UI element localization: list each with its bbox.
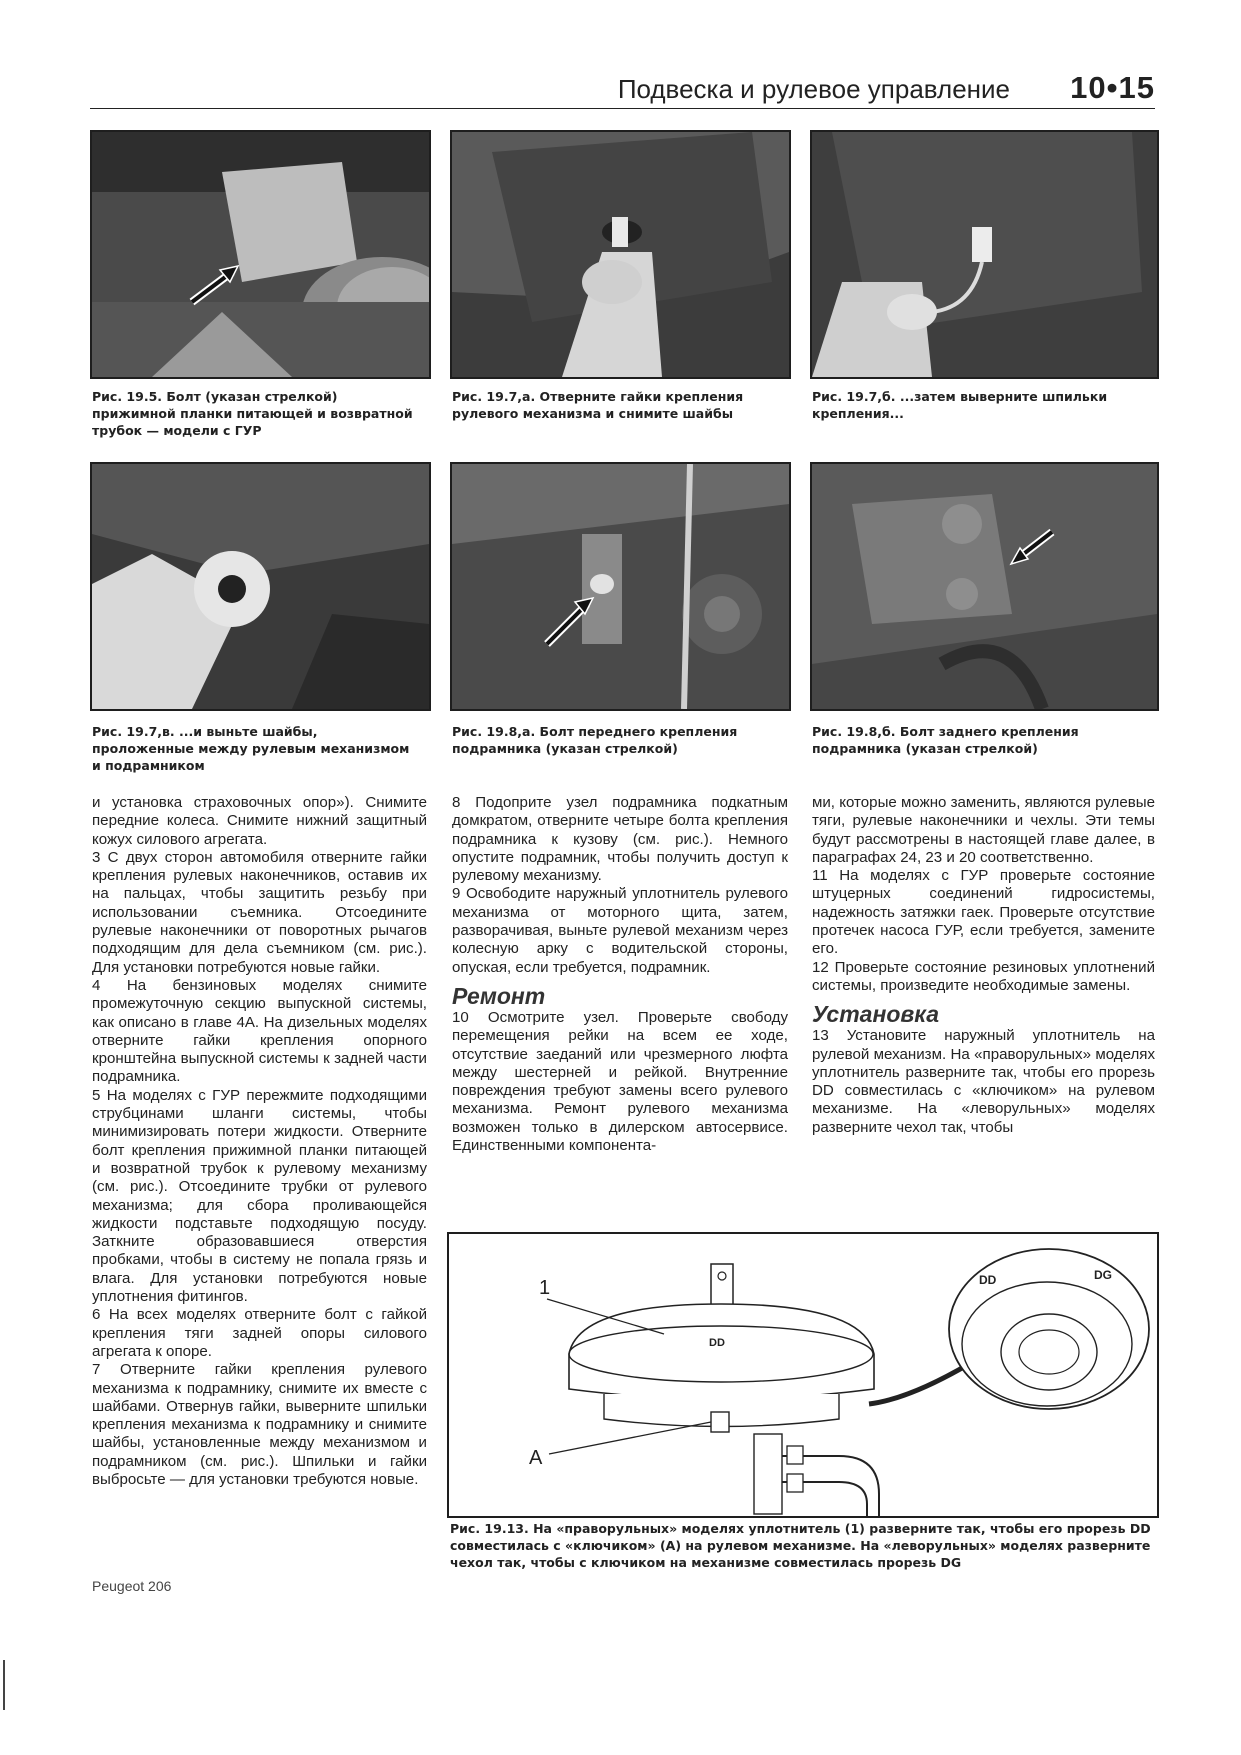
- label-part-a: A: [529, 1447, 543, 1469]
- diagram-19-13: [447, 1232, 1159, 1518]
- caption-19-13: Рис. 19.13. На «праворульных» моделях уплотнитель (1) разверните так, чтобы его прорезь DD совместилась с «ключиком» (A) на рулевом механизме. На «леворульных» моделях разверните чехол так, чтобы с ключиком на механизме совместилась прорезь DG: [450, 1521, 1151, 1570]
- label-part-1: 1: [539, 1277, 551, 1299]
- text-column-1: [92, 794, 427, 1489]
- paragraph: ми, которые можно заменить, являются рулевые тяги, рулевые наконечники и чехлы. Эти темы будут рассмотрены в настоящей главе далее, в параграфах 24, 23 и 20 соответственно.: [812, 794, 1156, 866]
- photo-19-7b: [810, 130, 1159, 379]
- caption-19-7b: Рис. 19.7,б. ...затем выверните шпильки крепления...: [812, 389, 1108, 421]
- photo-19-5: [90, 130, 431, 379]
- text-column-3: [812, 794, 1155, 1137]
- photo-19-7a: [450, 130, 791, 379]
- paragraph: 7 Отверните гайки крепления рулевого механизма к подрамнику, снимите их вместе с шайбами. Отвернув гайки, выверните шпильки крепления механизма к подрамнику и снимите шайбы, установленные между механизмом и подрамником (см. рис.). Шпильки и гайки выбросьте — для установки требуются новые.: [92, 1361, 427, 1488]
- margin-line: [3, 1660, 5, 1710]
- section-heading-repair: Ремонт: [452, 982, 546, 1009]
- paragraph: 4 На бензиновых моделях снимите промежуточную секцию выпускной системы, как описано в главе 4А. На дизельных моделях отверните гайки крепления опорного кронштейна выпускной системы к задней части подрамника.: [92, 976, 427, 1086]
- paragraph: 6 На всех моделях отверните болт с гайкой крепления тяги задней опоры силового агрегата к опоре.: [92, 1306, 427, 1360]
- caption-19-8a: Рис. 19.8,а. Болт переднего крепления подрамника (указан стрелкой): [452, 724, 738, 756]
- paragraph: 9 Освободите наружный уплотнитель рулевого механизма от моторного щита, затем, разворачивая, выньте рулевой механизм через колесную арку с водительской стороны, опуская, если требуется, подрамник.: [452, 885, 788, 976]
- paragraph: 5 На моделях с ГУР пережмите подходящими струбцинами шланги системы, чтобы минимизировать потери жидкости. Отверните болт крепления прижимной планки питающей и возвратной трубок к рулевому механизму (см. рис.). Отсоедините трубки от рулевого механизма; для сбора проливающейся жидкости подставьте подходящую посуду. Заткните образовавшиеся отверстия пробками, чтобы в систему не попала грязь и влага. Для установки потребуются новые уплотнения фитингов.: [92, 1086, 427, 1306]
- label-dg-inset: DG: [1094, 1268, 1112, 1282]
- caption-19-8b: Рис. 19.8,б. Болт заднего крепления подрамника (указан стрелкой): [812, 724, 1079, 756]
- text-column-2: [452, 794, 788, 1155]
- paragraph: 8 Подоприте узел подрамника подкатным домкратом, отверните четыре болта крепления подрамника к кузову (см. рис.). Немного опустите подрамник, чтобы получить доступ к рулевому механизму.: [452, 794, 788, 885]
- photo-19-8b: [810, 462, 1159, 711]
- paragraph: 13 Установите наружный уплотнитель на рулевой механизм. На «праворульных» моделях уплотнитель разверните так, чтобы его прорезь DD совместилась с «ключиком» на рулевом механизме. На «леворульных» моделях разверните чехол так, чтобы: [812, 1027, 1155, 1136]
- paragraph: 11 На моделях с ГУР проверьте состояние штуцерных соединений гидросистемы, надежность затяжки гаек. Проверьте отсутствие протечек насоса ГУР, если требуется, замените его.: [812, 867, 1155, 958]
- caption-19-7a: Рис. 19.7,а. Отверните гайки крепления рулевого механизма и снимите шайбы: [452, 389, 744, 421]
- label-dd: DD: [709, 1337, 725, 1349]
- paragraph: 10 Осмотрите узел. Проверьте свободу перемещения рейки на всем ее ходе, отсутствие заеданий или чрезмерного люфта между шестерней и рейкой. Внутренние повреждения требуют замены всего рулевого механизма. Ремонт рулевого механизма возможен только в дилерском автосервисе. Единственными компонента-: [452, 1008, 788, 1155]
- caption-19-7v: Рис. 19.7,в. ...и выньте шайбы, проложенные между рулевым механизмом и подрамником: [92, 724, 410, 773]
- photo-19-7v: [90, 462, 431, 711]
- paragraph: и установка страховочных опор»). Снимите передние колеса. Снимите нижний защитный кожух силового агрегата.: [92, 794, 427, 848]
- seal-diagram: [449, 1234, 1157, 1516]
- page-header: [90, 68, 1155, 109]
- photo-19-8a: [450, 462, 791, 711]
- paragraph: 3 С двух сторон автомобиля отверните гайки крепления рулевых наконечников, оставив их на пальцах, чтобы защитить резьбу при использовании съемника. Отсоедините рулевые наконечники от поворотных рычагов подходящим для дела съемником (см. рис.). Для установки потребуются новые гайки.: [92, 848, 427, 976]
- caption-19-5: Рис. 19.5. Болт (указан стрелкой) прижимной планки питающей и возвратной трубок — модели с ГУР: [92, 389, 413, 438]
- label-dd-inset: DD: [979, 1273, 997, 1287]
- page-number: 10•15: [1070, 70, 1155, 105]
- chapter-title: Подвеска и рулевое управление: [617, 74, 1010, 104]
- section-heading-installation: Установка: [812, 1001, 940, 1028]
- paragraph: 12 Проверьте состояние резиновых уплотнений системы, произведите необходимые замены.: [812, 958, 1155, 994]
- footer-model: Peugeot 206: [92, 1578, 172, 1594]
